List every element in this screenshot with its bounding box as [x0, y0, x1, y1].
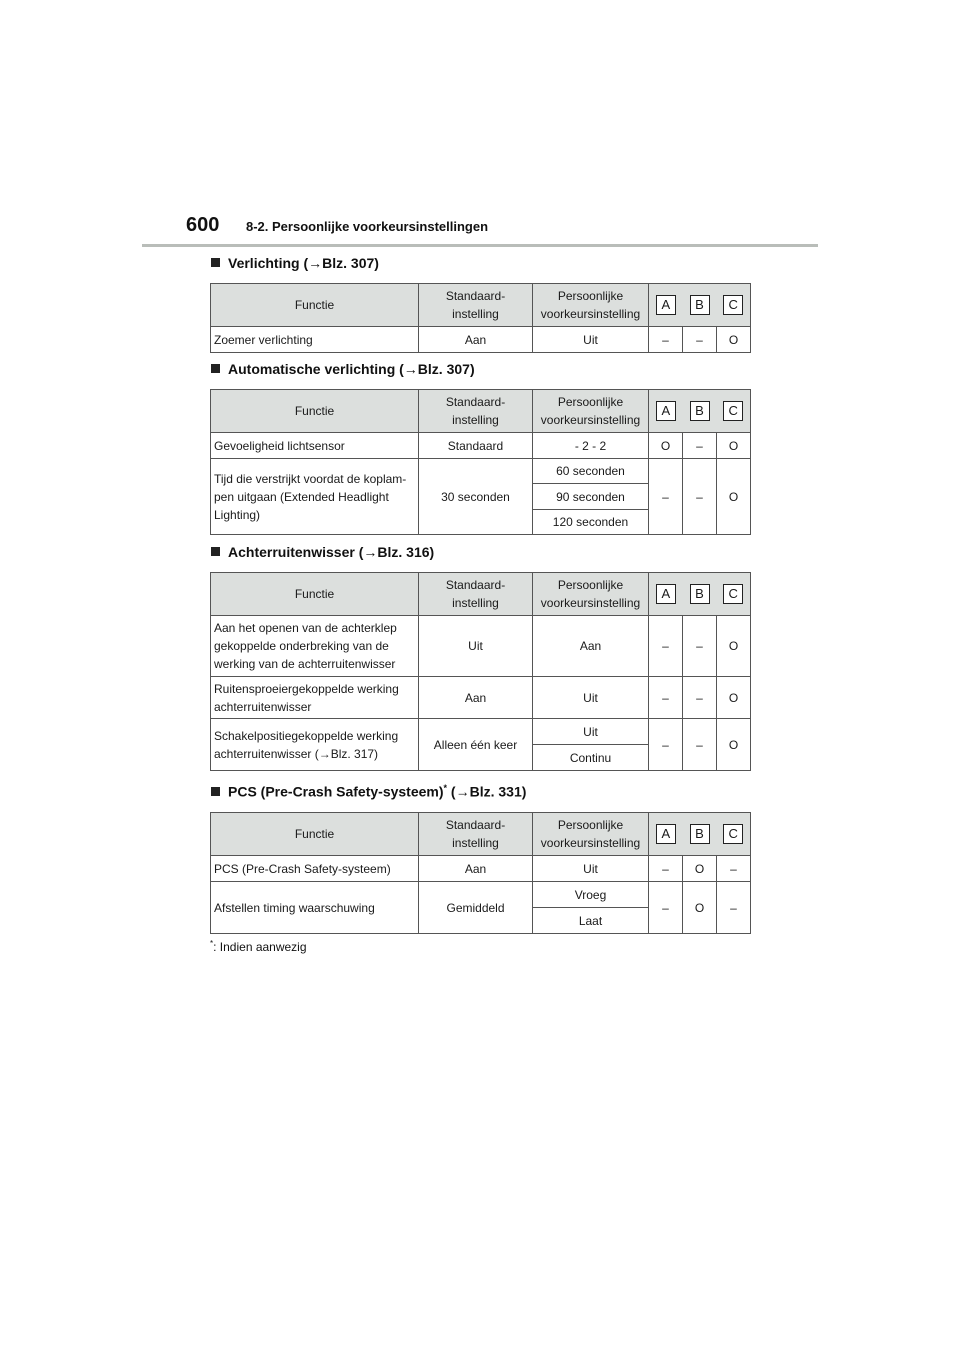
- column-header-default: Standaard- instelling: [419, 390, 533, 433]
- personal-option-cell: - 2 - 2: [533, 433, 649, 459]
- personal-option-cell: 120 seconden: [533, 510, 649, 535]
- default-value-cell: 30 seconden: [419, 459, 533, 535]
- function-cell: Afstellen timing waarschuwing: [211, 882, 419, 934]
- column-header-personal: Persoonlijke voorkeursinstelling: [533, 573, 649, 616]
- letter-box-b: B: [690, 584, 710, 604]
- personal-option-cell: Laat: [533, 908, 649, 934]
- settings-table: [210, 812, 751, 934]
- section-heading-text: PCS (Pre-Crash Safety-systeem): [228, 783, 444, 800]
- availability-b-cell: –: [683, 616, 717, 677]
- availability-c-cell: O: [717, 719, 751, 771]
- function-cell: Gevoeligheid lichtsensor: [211, 433, 419, 459]
- personal-option-cell: Continu: [533, 745, 649, 771]
- personal-option-cell: 90 seconden: [533, 484, 649, 510]
- section-heading-text: Achterruitenwisser (→Blz. 316): [228, 544, 435, 560]
- availability-a-cell: –: [649, 459, 683, 535]
- table-row: [211, 677, 751, 719]
- table-row: [211, 327, 751, 353]
- availability-b-cell: O: [683, 882, 717, 934]
- footnote-marker: *: [210, 939, 214, 948]
- availability-a-cell: –: [649, 616, 683, 677]
- letter-box-b: B: [690, 401, 710, 421]
- letter-box-b: B: [690, 824, 710, 844]
- section-heading: [211, 783, 526, 800]
- column-header-function: Functie: [211, 813, 419, 856]
- column-header-letters: [649, 573, 751, 616]
- section-heading: [211, 544, 434, 560]
- availability-a-cell: –: [649, 856, 683, 882]
- personal-option-cell: Vroeg: [533, 882, 649, 908]
- availability-c-cell: –: [717, 882, 751, 934]
- function-cell: Zoemer verlichting: [211, 327, 419, 353]
- letter-box-c: C: [723, 295, 743, 315]
- column-header-default: Standaard- instelling: [419, 284, 533, 327]
- table-header-row: [211, 573, 751, 616]
- footnote: [210, 939, 307, 954]
- table-header-row: [211, 284, 751, 327]
- header-divider: [142, 244, 818, 247]
- column-header-letters: [649, 390, 751, 433]
- table-row: [211, 616, 751, 677]
- column-header-function: Functie: [211, 573, 419, 616]
- table-row: [211, 882, 751, 908]
- letter-box-b: B: [690, 295, 710, 315]
- personal-option-cell: Uit: [533, 327, 649, 353]
- function-cell: Schakelpositiegekoppelde werking achterruitenwisser (→Blz. 317): [211, 719, 419, 771]
- table-row: [211, 433, 751, 459]
- letter-box-c: C: [723, 401, 743, 421]
- availability-a-cell: –: [649, 327, 683, 353]
- letter-box-c: C: [723, 584, 743, 604]
- availability-c-cell: O: [717, 616, 751, 677]
- letter-boxes: [649, 813, 750, 855]
- function-cell: Tijd die verstrijkt voordat de koplam- pen uitgaan (Extended Headlight Lighting): [211, 459, 419, 535]
- footnote-text: : Indien aanwezig: [213, 940, 307, 954]
- section-heading-suffix: (→Blz. 331): [447, 783, 527, 800]
- section-heading-text: Verlichting (→Blz. 307): [228, 255, 379, 271]
- availability-b-cell: –: [683, 719, 717, 771]
- table-row: [211, 719, 751, 745]
- bullet-square-icon: [211, 258, 220, 267]
- availability-b-cell: –: [683, 459, 717, 535]
- function-cell: PCS (Pre-Crash Safety-systeem): [211, 856, 419, 882]
- bullet-square-icon: [211, 547, 220, 556]
- default-value-cell: Gemiddeld: [419, 882, 533, 934]
- column-header-personal: Persoonlijke voorkeursinstelling: [533, 284, 649, 327]
- letter-box-a: A: [656, 401, 676, 421]
- availability-a-cell: –: [649, 677, 683, 719]
- column-header-personal: Persoonlijke voorkeursinstelling: [533, 813, 649, 856]
- chapter-title: 8-2. Persoonlijke voorkeursinstellingen: [246, 219, 489, 234]
- table-header-row: [211, 813, 751, 856]
- page-number: 600: [186, 214, 220, 236]
- bullet-square-icon: [211, 364, 220, 373]
- column-header-personal: Persoonlijke voorkeursinstelling: [533, 390, 649, 433]
- column-header-letters: [649, 813, 751, 856]
- letter-boxes: [649, 284, 750, 326]
- function-cell: Aan het openen van de achterklep gekoppelde onderbreking van de werking van de achterruitenwisser: [211, 616, 419, 677]
- section-heading: [211, 255, 379, 271]
- settings-table: [210, 572, 751, 771]
- personal-option-cell: Uit: [533, 856, 649, 882]
- personal-option-cell: Uit: [533, 719, 649, 745]
- availability-b-cell: O: [683, 856, 717, 882]
- section-heading-text: Automatische verlichting (→Blz. 307): [228, 361, 475, 377]
- availability-c-cell: O: [717, 677, 751, 719]
- table-row: [211, 856, 751, 882]
- default-value-cell: Aan: [419, 677, 533, 719]
- letter-box-a: A: [656, 295, 676, 315]
- column-header-function: Functie: [211, 284, 419, 327]
- section-heading: [211, 361, 475, 377]
- table-header-row: [211, 390, 751, 433]
- bullet-square-icon: [211, 787, 220, 796]
- letter-boxes: [649, 573, 750, 615]
- default-value-cell: Alleen één keer: [419, 719, 533, 771]
- personal-option-cell: Aan: [533, 616, 649, 677]
- default-value-cell: Uit: [419, 616, 533, 677]
- column-header-function: Functie: [211, 390, 419, 433]
- default-value-cell: Aan: [419, 327, 533, 353]
- availability-a-cell: –: [649, 882, 683, 934]
- letter-boxes: [649, 390, 750, 432]
- availability-b-cell: –: [683, 677, 717, 719]
- personal-option-cell: Uit: [533, 677, 649, 719]
- availability-b-cell: –: [683, 327, 717, 353]
- personal-option-cell: 60 seconden: [533, 459, 649, 484]
- availability-c-cell: –: [717, 856, 751, 882]
- function-cell: Ruitensproeiergekoppelde werking achterruitenwisser: [211, 677, 419, 719]
- availability-b-cell: –: [683, 433, 717, 459]
- letter-box-a: A: [656, 584, 676, 604]
- availability-c-cell: O: [717, 433, 751, 459]
- default-value-cell: Aan: [419, 856, 533, 882]
- default-value-cell: Standaard: [419, 433, 533, 459]
- availability-a-cell: O: [649, 433, 683, 459]
- availability-c-cell: O: [717, 459, 751, 535]
- availability-a-cell: –: [649, 719, 683, 771]
- column-header-letters: [649, 284, 751, 327]
- heading-footnote-marker: *: [443, 783, 448, 793]
- letter-box-c: C: [723, 824, 743, 844]
- settings-table: [210, 389, 751, 535]
- availability-c-cell: O: [717, 327, 751, 353]
- column-header-default: Standaard- instelling: [419, 813, 533, 856]
- table-row: [211, 459, 751, 484]
- settings-table: [210, 283, 751, 353]
- letter-box-a: A: [656, 824, 676, 844]
- column-header-default: Standaard- instelling: [419, 573, 533, 616]
